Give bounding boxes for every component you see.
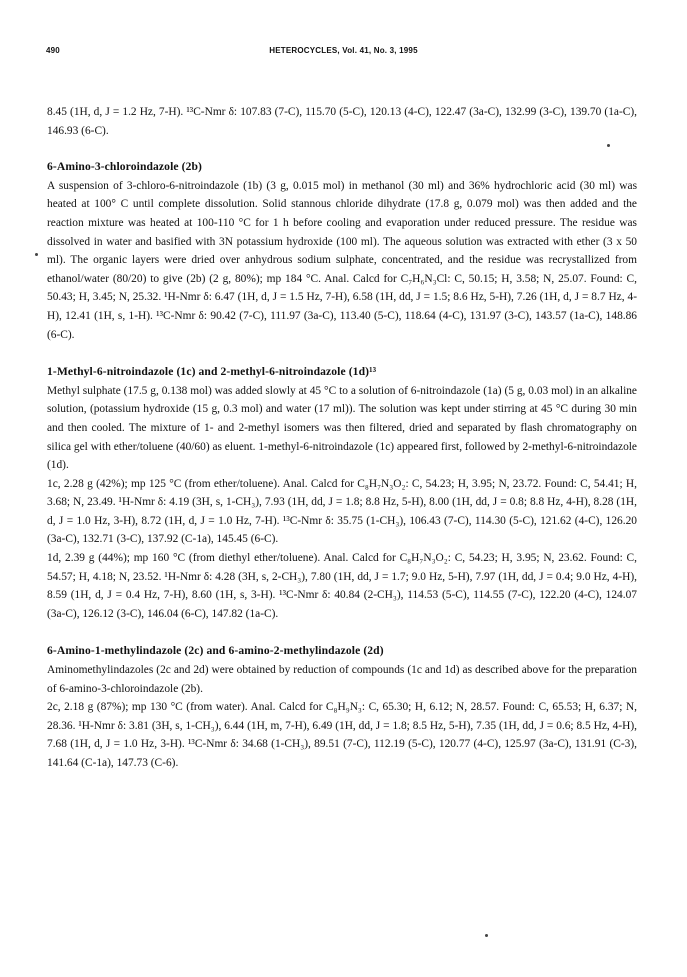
characterization-2c: 2c, 2.18 g (87%); mp 130 °C (from water). Anal. Calcd for C₈H₉N₃: C, 65.30; H, 6.12; N, 28.57. Found: C, 65.53; H, 6.37; N, 28.36. ¹H-Nmr δ: 3.81 (3H, s, 1-CH₃), 6.44 (1H, m, 7-H), 6.49 (1H, dd, J = 1.8; 8.5 Hz, 5-H), 7.35 (1H, dd, J = 0.6; 8.5 Hz, 4-H), 7.68 (1H, d, J = 1.0 Hz, 3-H). ¹³C-Nmr δ: 34.68 (1-CH₃), 89.51 (7-C), 112.19 (5-C), 120.77 (4-C), 125.97 (3a-C), 131.91 (C-3), 141.64 (C-1a), 147.73 (C-6).: [47, 701, 637, 769]
procedure-1c-1d: Methyl sulphate (17.5 g, 0.138 mol) was added slowly at 45 °C to a solution of 6-nitroindazole (1a) (5 g, 0.03 mol) in an alkaline solution, (potassium hydroxide (15 g, 0.3 mol) and water (17 ml)). The solution was kept under stirring at 45 °C during 30 min and then cooled. The mixture of 1- and 2-methyl isomers was then filtered, dried and separated by flash chromatography on silica gel with ether/toluene (40/60) as eluent. 1-methyl-6-nitroindazole (1c) appeared first, followed by 2-methyl-6-nitroindazole (1d).: [47, 384, 637, 472]
procedure-2c-2d: Aminomethylindazoles (2c and 2d) were obtained by reduction of compounds (1c and 1d) as described above for the preparation of 6-amino-3-chloroindazole (2b).: [47, 664, 637, 695]
journal-citation: HETEROCYCLES, Vol. 41, No. 3, 1995: [269, 46, 418, 55]
characterization-1c: 1c, 2.28 g (42%); mp 125 °C (from ether/toluene). Anal. Calcd for C₈H₇N₃O₂: C, 54.23; H, 3.95; N, 23.72. Found: C, 54.41; H, 3.68; N, 23.49. ¹H-Nmr δ: 4.19 (3H, s, 1-CH₃), 7.93 (1H, dd, J = 1.8; 8.8 Hz, 5-H), 8.00 (1H, dd, J = 0.8; 8.8 Hz, 4-H), 8.28 (1H, d, J = 1.0 Hz, 3-H), 8.72 (1H, d, J = 1.0 Hz, 7-H). ¹³C-Nmr δ: 35.75 (1-CH₃), 106.43 (7-C), 114.30 (5-C), 121.62 (4-C), 126.20 (3a-C), 132.71 (3-C), 137.92 (C-1a), 145.45 (6-C).: [47, 477, 637, 546]
scan-speck: [485, 934, 488, 937]
section-heading-2c-2d: 6-Amino-1-methylindazole (2c) and 6-amino-2-methylindazole (2d): [47, 644, 384, 658]
procedure-2b: A suspension of 3-chloro-6-nitroindazole (1b) (3 g, 0.015 mol) in methanol (30 ml) and 36% hydrochloric acid (30 ml) was heated at 100° C until complete dissolution. Solid stannous chloride dihydrate (17.8 g, 0.079 mol) was then added and the reaction mixture was heated at 100-110 °C for 1 h before cooling and evaporation under reduced pressure. The residue was dissolved in water and basified with 3N potassium hydroxide (100 ml). The aqueous solution was extracted with ether (3 x 50 ml). The organic layers were dried over anhydrous sodium sulphate, concentrated, and the residue was recrystallized from ethanol/water (80/20) to give (2b) (2 g, 80%); mp 184 °C. Anal. Calcd for C₇H₆N₃Cl: C, 50.15; H, 3.58; N, 25.07. Found: C, 50.43; H, 3.45; N, 25.32. ¹H-Nmr δ: 6.47 (1H, d, J = 1.5 Hz, 7-H), 6.58 (1H, dd, J = 1.5; 8.6 Hz, 5-H), 7.26 (1H, d, J = 8.7 Hz, 4-H), 12.41 (1H, s, 1-H). ¹³C-Nmr δ: 90.42 (7-C), 111.97 (3a-C), 113.40 (5-C), 118.64 (4-C), 131.97 (3-C), 143.57 (1a-C), 148.86 (6-C).: [47, 179, 637, 341]
continued-nmr-data: 8.45 (1H, d, J = 1.2 Hz, 7-H). ¹³C-Nmr δ: 107.83 (7-C), 115.70 (5-C), 120.13 (4-C), 122.47 (3a-C), 132.99 (3-C), 139.70 (1a-C), 146.93 (6-C).: [47, 106, 637, 137]
characterization-1d: 1d, 2.39 g (44%); mp 160 °C (from diethyl ether/toluene). Anal. Calcd for C₈H₇N₃O₂: C, 54.23; H, 3.95; N, 23.62. Found: C, 54.57; H, 4.18; N, 23.52. ¹H-Nmr δ: 4.28 (3H, s, 2-CH₃), 7.80 (1H, dd, J = 1.7; 9.0 Hz, 5-H), 7.97 (1H, dd, J = 0.4; 9.0 Hz, 4-H), 8.59 (1H, d, J = 0.4 Hz, 7-H), 8.60 (1H, s, 3-H). ¹³C-Nmr δ: 40.84 (2-CH₃), 114.53 (5-C), 114.55 (7-C), 122.20 (4-C), 124.07 (3a-C), 126.12 (3-C), 146.04 (6-C), 147.82 (1a-C).: [47, 552, 637, 620]
article-body: [47, 103, 637, 773]
scan-speck: [35, 253, 38, 256]
page-number: 490: [46, 46, 60, 55]
scan-speck: [607, 144, 610, 147]
section-heading-1c-1d: 1-Methyl-6-nitroindazole (1c) and 2-methyl-6-nitroindazole (1d)¹³: [47, 365, 377, 379]
section-heading-2b: 6-Amino-3-chloroindazole (2b): [47, 160, 203, 174]
